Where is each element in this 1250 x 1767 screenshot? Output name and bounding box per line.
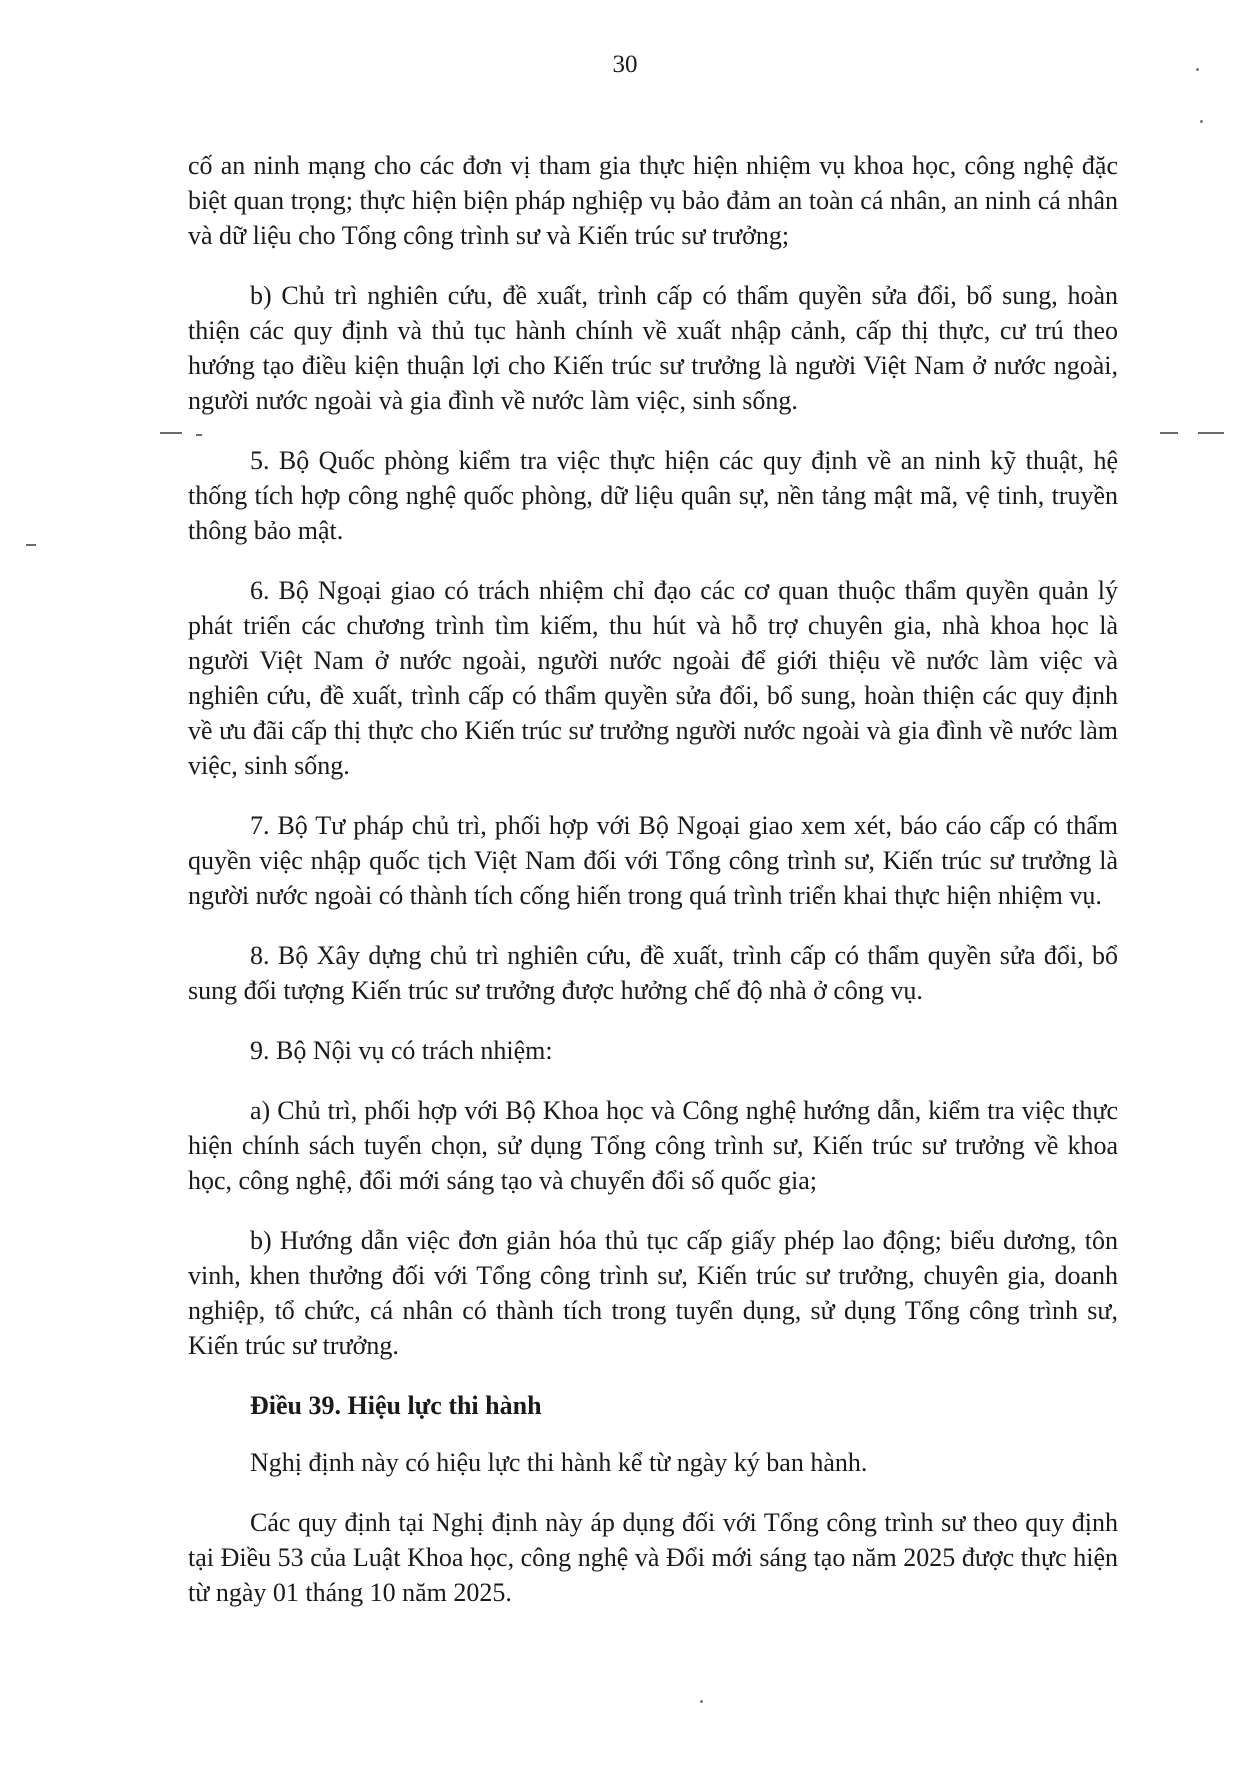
scan-mark-right-far xyxy=(1198,432,1224,434)
scan-mark-left-small xyxy=(196,434,202,436)
paragraph-item-9a: a) Chủ trì, phối hợp với Bộ Khoa học và Công nghệ hướng dẫn, kiểm tra việc thực hiện chính sách tuyển chọn, sử dụng Tổng công trình sư, Kiến trúc sư trưởng về khoa học, công nghệ, đổi mới sáng tạo và chuyển đổi số quốc gia; xyxy=(188,1096,1118,1195)
paragraph-item-9-home-affairs: 9. Bộ Nội vụ có trách nhiệm: xyxy=(250,1036,553,1065)
article-39-paragraph-1: Nghị định này có hiệu lực thi hành kể từ ngày ký ban hành. xyxy=(250,1448,868,1477)
paragraph-item-5-defense: 5. Bộ Quốc phòng kiểm tra việc thực hiện các quy định về an ninh kỹ thuật, hệ thống tích hợp công nghệ quốc phòng, dữ liệu quân sự, nền tảng mật mã, vệ tinh, truyền thông bảo mật. xyxy=(188,446,1118,545)
article-39-heading: Điều 39. Hiệu lực thi hành xyxy=(250,1391,542,1420)
paragraph-item-6-foreign-affairs: 6. Bộ Ngoại giao có trách nhiệm chỉ đạo các cơ quan thuộc thẩm quyền quản lý phát triển các chương trình tìm kiếm, thu hút và hỗ trợ chuyên gia, nhà khoa học là người Việt Nam ở nước ngoài, người nước ngoài để giới thiệu về nước làm việc và nghiên cứu, đề xuất, trình cấp có thẩm quyền sửa đổi, bổ sung, hoàn thiện các quy định về ưu đãi cấp thị thực cho Kiến trúc sư trưởng người nước ngoài và gia đình về nước làm việc, sinh sống. xyxy=(188,576,1118,780)
page-number: 30 xyxy=(612,51,638,78)
scan-mark-right xyxy=(1160,432,1178,434)
paragraph-item-7-justice: 7. Bộ Tư pháp chủ trì, phối hợp với Bộ Ngoại giao xem xét, báo cáo cấp có thẩm quyền việc nhập quốc tịch Việt Nam đối với Tổng công trình sư, Kiến trúc sư trưởng là người nước ngoài có thành tích cống hiến trong quá trình triển khai thực hiện nhiệm vụ. xyxy=(188,811,1118,910)
scan-mark-left xyxy=(160,432,182,434)
paragraph-continuation: cố an ninh mạng cho các đơn vị tham gia thực hiện nhiệm vụ khoa học, công nghệ đặc biệt quan trọng; thực hiện biện pháp nghiệp vụ bảo đảm an toàn cá nhân, an ninh cá nhân và dữ liệu cho Tổng công trình sư và Kiến trúc sư trưởng; xyxy=(188,151,1118,250)
scan-dot-top-right-2 xyxy=(1200,120,1203,123)
article-39-paragraph-2: Các quy định tại Nghị định này áp dụng đối với Tổng công trình sư theo quy định tại Điều 53 của Luật Khoa học, công nghệ và Đổi mới sáng tạo năm 2025 được thực hiện từ ngày 01 tháng 10 năm 2025. xyxy=(188,1508,1118,1607)
document-body xyxy=(188,148,1118,1635)
paragraph-item-8-construction: 8. Bộ Xây dựng chủ trì nghiên cứu, đề xuất, trình cấp có thẩm quyền sửa đổi, bổ sung đối tượng Kiến trúc sư trưởng được hưởng chế độ nhà ở công vụ. xyxy=(188,941,1118,1005)
scan-mark-left-margin xyxy=(26,544,36,546)
scan-dot-top-right xyxy=(1196,68,1199,71)
scan-dot-bottom xyxy=(700,1700,703,1703)
paragraph-item-9b: b) Hướng dẫn việc đơn giản hóa thủ tục cấp giấy phép lao động; biểu dương, tôn vinh, khen thưởng đối với Tổng công trình sư, Kiến trúc sư trưởng, chuyên gia, doanh nghiệp, tổ chức, cá nhân có thành tích trong tuyển dụng, sử dụng Tổng công trình sư, Kiến trúc sư trưởng. xyxy=(188,1226,1118,1360)
paragraph-item-b-public-security: b) Chủ trì nghiên cứu, đề xuất, trình cấp có thẩm quyền sửa đổi, bổ sung, hoàn thiện các quy định và thủ tục hành chính về xuất nhập cảnh, cấp thị thực, cư trú theo hướng tạo điều kiện thuận lợi cho Kiến trúc sư trưởng là người Việt Nam ở nước ngoài, người nước ngoài và gia đình về nước làm việc, sinh sống. xyxy=(188,281,1118,415)
